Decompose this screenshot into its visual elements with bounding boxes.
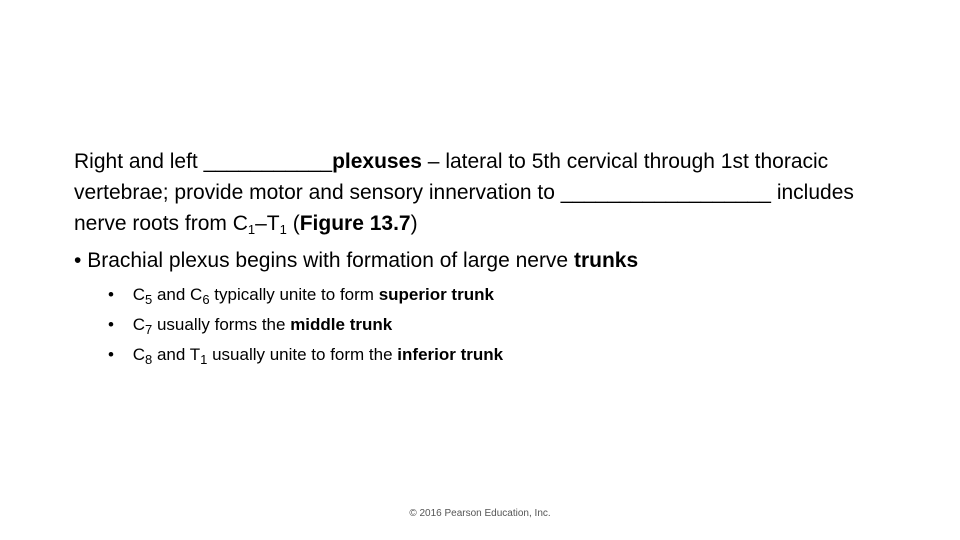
- text: C: [128, 315, 145, 334]
- text: usually unite to form the: [207, 345, 398, 364]
- intro-text: –T: [255, 212, 280, 235]
- subscript: 1: [279, 222, 287, 237]
- text: and C: [152, 285, 203, 304]
- subscript: 5: [145, 292, 153, 307]
- sub-bullet-superior: [108, 280, 894, 310]
- text: and T: [152, 345, 201, 364]
- bold-term: inferior trunk: [397, 345, 504, 364]
- bullet-icon: •: [108, 285, 114, 304]
- intro-text: includes nerve roots from C: [74, 181, 854, 235]
- bullet-brachial-plexus: [74, 245, 894, 276]
- text: C: [128, 285, 145, 304]
- blank-line: __________________: [560, 181, 771, 204]
- bold-term: middle trunk: [290, 315, 393, 334]
- text: typically unite to form: [209, 285, 379, 304]
- intro-text: ): [410, 212, 418, 235]
- sub-bullet-list: [74, 280, 894, 370]
- bold-term: superior trunk: [378, 285, 494, 304]
- slide-content: [74, 146, 894, 370]
- bullet-bold-term: trunks: [573, 249, 639, 272]
- bullet-icon: •: [74, 249, 82, 272]
- subscript: 8: [145, 352, 153, 367]
- intro-text: (: [286, 212, 300, 235]
- blank-line: ___________: [203, 150, 333, 173]
- sub-bullet-inferior: [108, 340, 894, 370]
- copyright-footer: © 2016 Pearson Education, Inc.: [409, 508, 551, 519]
- intro-paragraph: [74, 146, 894, 239]
- bullet-icon: •: [108, 345, 114, 364]
- bullet-icon: •: [108, 315, 114, 334]
- sub-bullet-middle: [108, 310, 894, 340]
- text: usually forms the: [152, 315, 291, 334]
- subscript: 1: [200, 352, 208, 367]
- figure-reference: Figure 13.7: [299, 212, 411, 235]
- plexuses-term: plexuses: [332, 150, 422, 173]
- intro-text: Right and left: [74, 150, 204, 173]
- subscript: 7: [145, 322, 153, 337]
- bullet-text: Brachial plexus begins with formation of large nerve: [81, 249, 574, 272]
- text: C: [128, 345, 145, 364]
- subscript: 6: [202, 292, 210, 307]
- subscript: 1: [247, 222, 256, 237]
- intro-text: – lateral to 5th cervical through 1st thoracic vertebrae; provide motor and sensory innervation to: [74, 150, 829, 204]
